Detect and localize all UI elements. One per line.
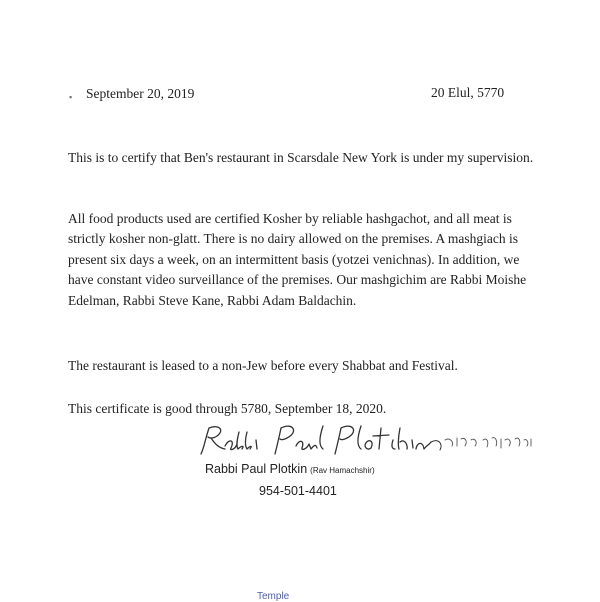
signer-title: (Rav Hamachshir) [310,466,375,475]
signer-name: Rabbi Paul Plotkin [205,462,308,476]
hebrew-date: 20 Elul, 5770 [431,85,505,100]
margin-mark: ▪ [69,92,73,102]
gregorian-date: September 20, 2019 [86,86,195,101]
handwritten-signature [195,418,535,468]
signer-block [205,462,375,476]
validity-paragraph: This certificate is good through 5780, September 18, 2020. [68,401,387,416]
certification-paragraph: This is to certify that Ben's restaurant in Scarsdale New York is under my supervision. [68,150,534,165]
signer-phone: 954-501-4401 [259,484,337,498]
details-paragraph: All food products used are certified Kosher by reliable hashgachot, and all meat is strictly kosher non-glatt. There is no dairy allowed on the premises. A mashgiach is present six days a week, on an intermittent basis (yotzei venichnas). In addition, we have constant video surveillance of the premises. Our mashgichim are Rabbi Moishe Edelman, Rabbi Steve Kane, Rabbi Adam Baldachin. [68,211,527,308]
footer-link[interactable]: Temple [257,591,290,602]
lease-paragraph: The restaurant is leased to a non-Jew before every Shabbat and Festival. [68,358,458,373]
